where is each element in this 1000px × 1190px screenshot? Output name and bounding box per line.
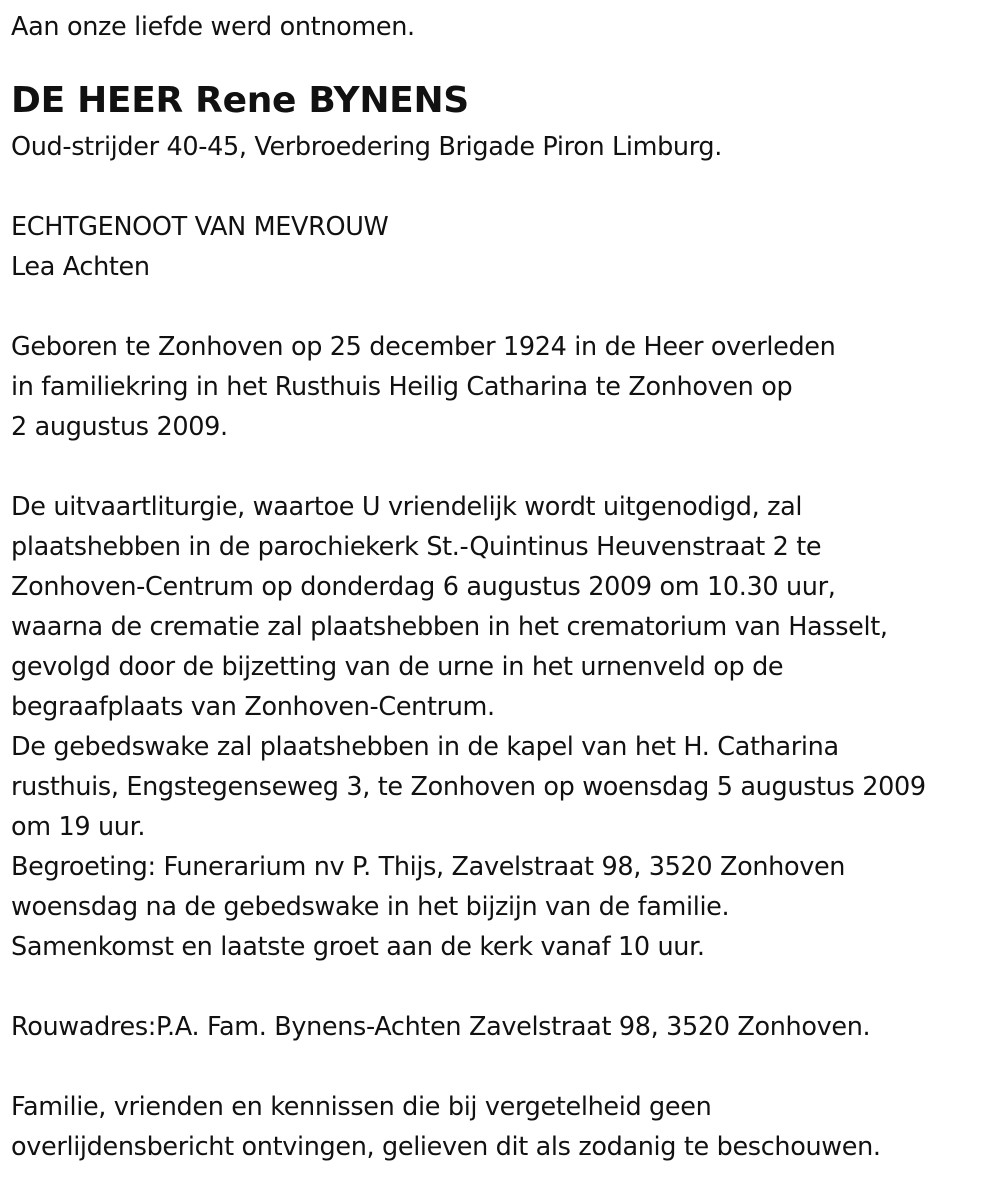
spouse-heading: ECHTGENOOT VAN MEVROUW	[11, 212, 389, 242]
spacer	[11, 967, 996, 1007]
spouse-section	[11, 207, 996, 287]
spacer	[11, 47, 996, 75]
paragraph-line: Zonhoven-Centrum op donderdag 6 augustus 2009 om 10.30 uur,	[11, 572, 836, 602]
paragraph-line: 2 augustus 2009.	[11, 412, 228, 442]
paragraph-line: De gebedswake zal plaatshebben in de kapel van het H. Catharina	[11, 732, 839, 762]
birth-death-paragraph	[11, 327, 996, 447]
closing-paragraph	[11, 1087, 996, 1167]
spacer	[11, 1047, 996, 1087]
spacer	[11, 167, 996, 207]
paragraph-line: Familie, vrienden en kennissen die bij vergetelheid geen	[11, 1092, 712, 1122]
paragraph-line: gevolgd door de bijzetting van de urne in het urnenveld op de	[11, 652, 784, 682]
spacer	[11, 447, 996, 487]
ceremony-paragraph	[11, 487, 996, 967]
paragraph-line: De uitvaartliturgie, waartoe U vriendelijk wordt uitgenodigd, zal	[11, 492, 803, 522]
paragraph-line: woensdag na de gebedswake in het bijzijn van de familie.	[11, 892, 730, 922]
paragraph-line: Samenkomst en laatste groet aan de kerk vanaf 10 uur.	[11, 932, 705, 962]
deceased-subtitle: Oud-strijder 40-45, Verbroedering Brigade Piron Limburg.	[11, 132, 723, 162]
spouse-name: Lea Achten	[11, 252, 150, 282]
paragraph-line: waarna de crematie zal plaatshebben in het crematorium van Hasselt,	[11, 612, 888, 642]
paragraph-line: Begroeting: Funerarium nv P. Thijs, Zavelstraat 98, 3520 Zonhoven	[11, 852, 846, 882]
paragraph-line: om 19 uur.	[11, 812, 146, 842]
obituary-notice	[11, 0, 996, 1167]
paragraph-line: Geboren te Zonhoven op 25 december 1924 in de Heer overleden	[11, 332, 836, 362]
paragraph-line: plaatshebben in de parochiekerk St.-Quintinus Heuvenstraat 2 te	[11, 532, 822, 562]
intro-text: Aan onze liefde werd ontnomen.	[11, 12, 415, 42]
mourning-address: Rouwadres:P.A. Fam. Bynens-Achten Zavelstraat 98, 3520 Zonhoven.	[11, 1012, 871, 1042]
paragraph-line: in familiekring in het Rusthuis Heilig Catharina te Zonhoven op	[11, 372, 793, 402]
paragraph-line: begraafplaats van Zonhoven-Centrum.	[11, 692, 495, 722]
paragraph-line: rusthuis, Engstegenseweg 3, te Zonhoven op woensdag 5 augustus 2009	[11, 772, 926, 802]
deceased-name: DE HEER Rene BYNENS	[11, 80, 469, 121]
paragraph-line: overlijdensbericht ontvingen, gelieven dit als zodanig te beschouwen.	[11, 1132, 881, 1162]
spacer	[11, 287, 996, 327]
